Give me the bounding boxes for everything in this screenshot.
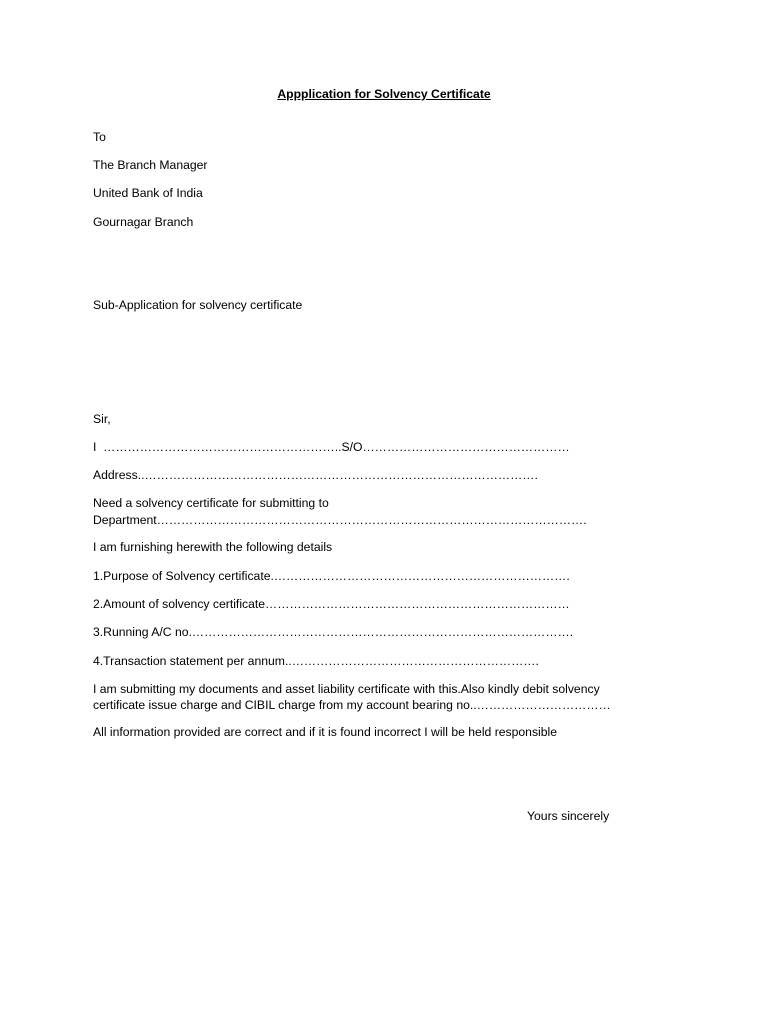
detail-item-transaction: 4.Transaction statement per annum..…………………………………………………….: [93, 654, 539, 668]
name-line: I …………………………………………………..S/O……………………………………………: [93, 440, 570, 454]
details-intro: I am furnishing herewith the following details: [93, 540, 333, 554]
address-recipient: The Branch Manager: [93, 158, 208, 172]
need-line-1: Need a solvency certificate for submitting to: [93, 496, 329, 510]
submit-line-2: certificate issue charge and CIBIL charge from my account bearing no..……………………………: [93, 698, 611, 712]
detail-item-purpose: 1.Purpose of Solvency certificate.……………………………………………………………….: [93, 569, 570, 583]
detail-item-amount: 2.Amount of solvency certificate…………………………………………………………………: [93, 597, 570, 611]
detail-item-account: 3.Running A/C no.………………………………………………………………………………….: [93, 625, 574, 639]
salutation: Sir,: [93, 412, 111, 426]
address-bank: United Bank of India: [93, 186, 203, 200]
submit-line-1: I am submitting my documents and asset liability certificate with this.Also kindly debit solvency: [93, 682, 600, 696]
need-line-2: Department…………………………………………………………………………………………….: [93, 513, 587, 527]
document-title: Appplication for Solvency Certificate: [277, 87, 491, 101]
address-to: To: [93, 130, 106, 144]
declaration-line: All information provided are correct and if it is found incorrect I will be held responsible: [93, 725, 558, 739]
subject-line: Sub-Application for solvency certificate: [93, 298, 303, 312]
address-branch: Gournagar Branch: [93, 215, 194, 229]
address-fill-line: Address..…………………………………………………………………………………….: [93, 468, 538, 482]
closing-signoff: Yours sincerely: [527, 809, 610, 823]
